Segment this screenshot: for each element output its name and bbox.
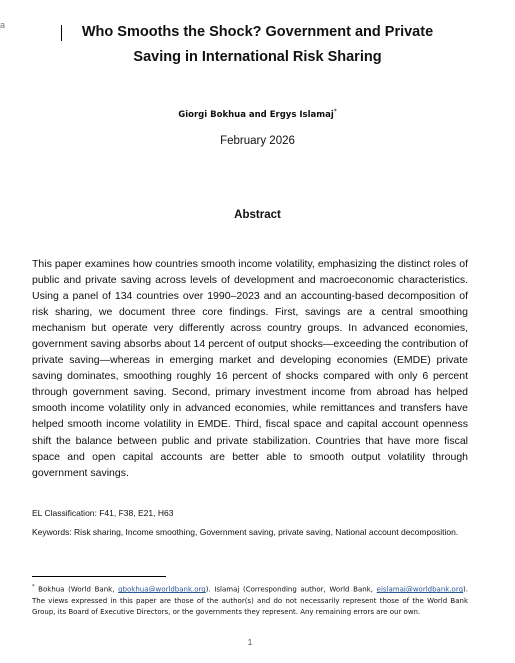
keywords: Keywords: Risk sharing, Income smoothing, Government saving, private saving, National account decomposition. bbox=[32, 527, 459, 537]
footnote-text-2: ). Islamaj (Corresponding author, World Bank, bbox=[205, 585, 377, 594]
footnote-text-3: ). The views expressed in this paper are those of the author(s) and do not necessarily represent those of the World Bank Group, its Board of Executive Directors, or the governments they represent. Any remaining errors are our own. bbox=[32, 585, 468, 617]
footnote-mark: * bbox=[32, 584, 35, 590]
authors-line bbox=[60, 108, 455, 120]
abstract-heading: Abstract bbox=[234, 209, 281, 221]
publication-date: February 2026 bbox=[220, 135, 295, 147]
footnote bbox=[32, 582, 468, 619]
footnote-text-1: Bokhua (World Bank, bbox=[34, 585, 119, 594]
footnote-separator bbox=[32, 576, 166, 577]
author-footnote-mark: * bbox=[333, 108, 337, 115]
email-link-bokhua[interactable]: gbokhua@worldbank.org bbox=[118, 585, 206, 594]
author-names: Giorgi Bokhua and Ergys Islamaj bbox=[178, 109, 334, 120]
email-link-islamaj[interactable]: eislamaj@worldbank.org bbox=[376, 585, 464, 594]
page-number: 1 bbox=[247, 637, 253, 647]
stray-mark: a bbox=[0, 20, 6, 30]
paper-title: Who Smooths the Shock? Government and Private Saving in International Risk Sharing bbox=[81, 24, 434, 65]
abstract-body: This paper examines how countries smooth income volatility, emphasizing the distinct roles of public and private saving across levels of development and macroeconomic characteristics. Using a panel of 134 countries over 1990–2023 and an accounting-based decomposition of risk sharing, we document three core findings. First, savings are a central smoothing mechanism but operate very differently across country groups. In advanced economies, government saving absorbs about 14 percent of output shocks—exceeding the contribution of private saving—whereas in emerging market and developing economies (EMDE) private saving dominates, smoothing roughly 16 percent of shocks compared with only 6 percent through government saving. Second, primary investment income from abroad has helped smooth income volatility only in advanced economies, while remittances and transfers have helped smooth income volatility in EMDE. Third, fiscal space and capital account openness shift the balance between public and private stabilization. Countries that have more fiscal space and open capital accounts are better able to smooth output volatility through government savings. bbox=[32, 258, 468, 479]
jel-classification: EL Classification: F41, F38, E21, H63 bbox=[32, 508, 174, 518]
